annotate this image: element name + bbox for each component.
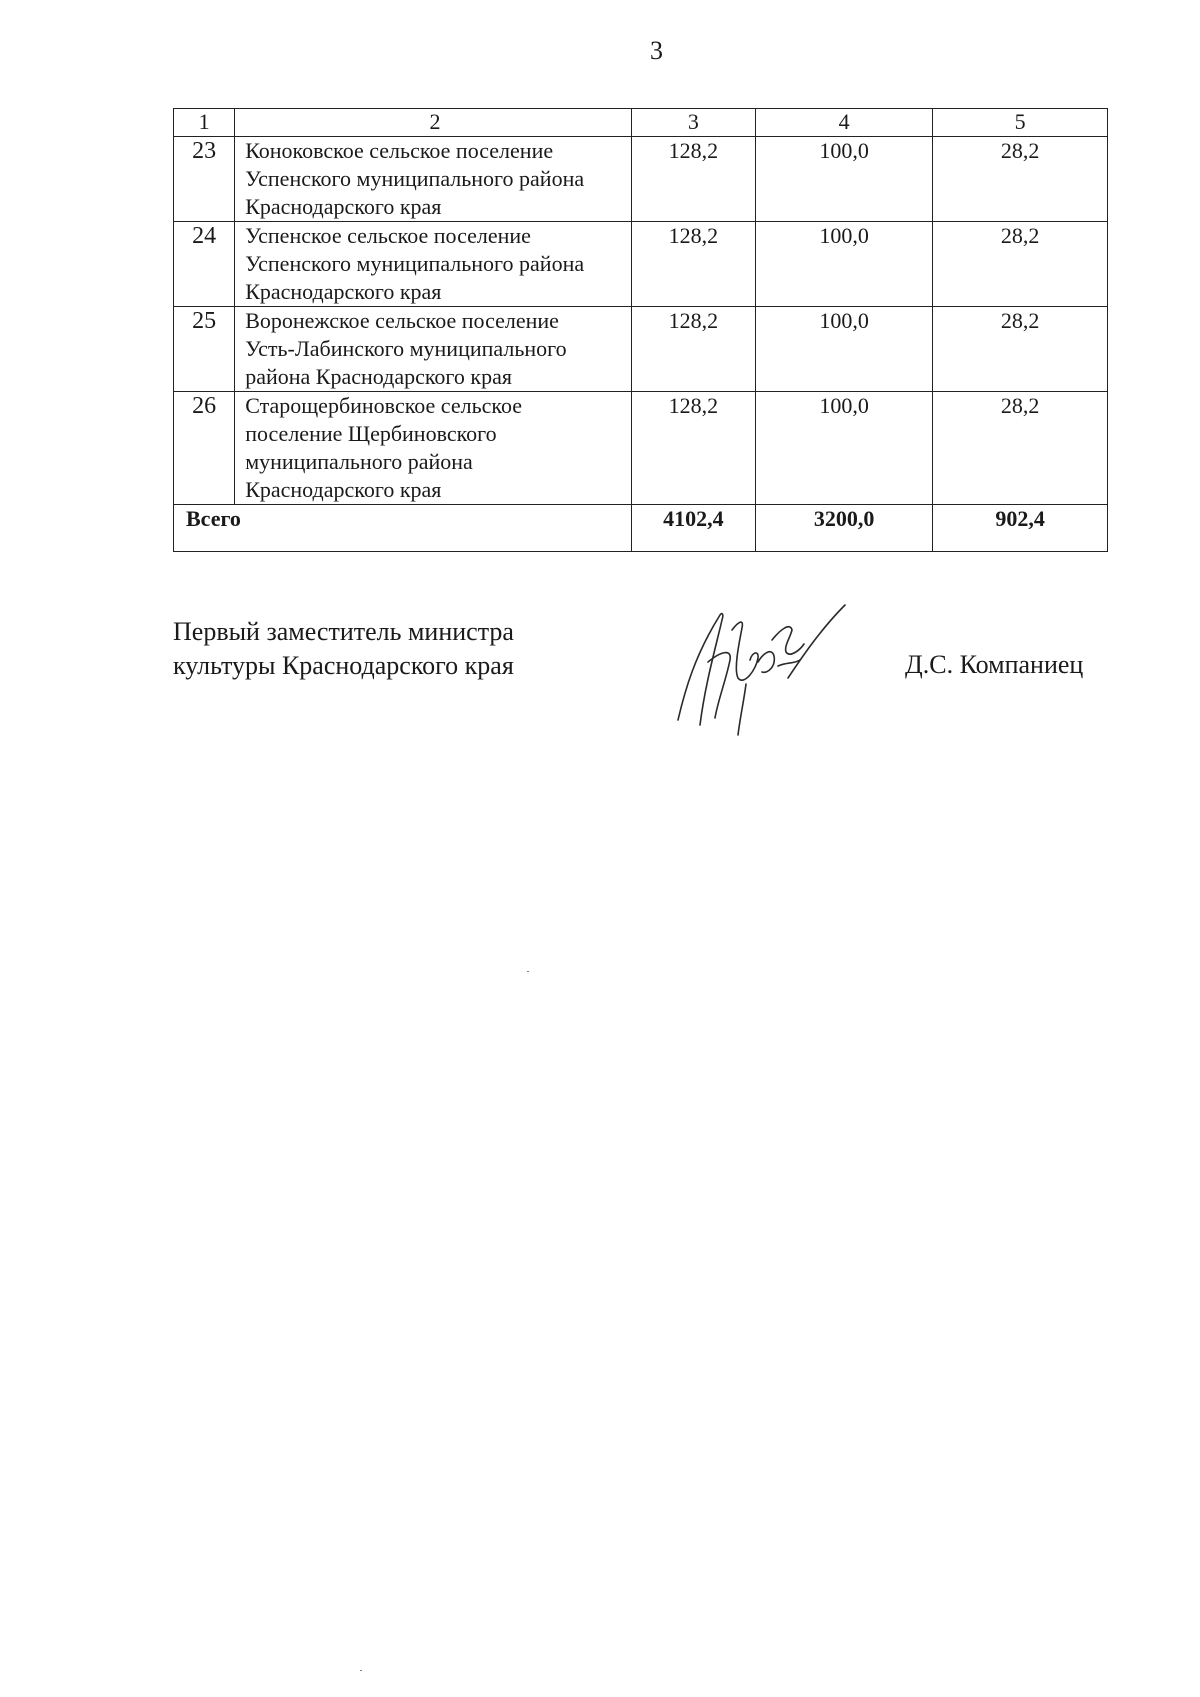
settlement-name: [235, 307, 632, 392]
table-total-row: [174, 505, 1108, 552]
settlement-name-line: муниципального района: [245, 449, 473, 474]
page-number: 3: [650, 36, 663, 65]
value-col-3: 128,2: [631, 392, 755, 505]
table-row: [174, 392, 1108, 505]
settlement-name-line: района Краснодарского края: [245, 364, 512, 389]
row-number: 23: [174, 137, 235, 222]
value-col-4: 100,0: [755, 137, 932, 222]
settlement-name-line: Краснодарского края: [245, 477, 442, 502]
row-number: 24: [174, 222, 235, 307]
total-label: Всего: [174, 505, 632, 552]
settlement-name-line: Коноковское сельское поселение: [245, 138, 554, 163]
value-col-4: 100,0: [755, 307, 932, 392]
settlement-name: [235, 222, 632, 307]
table-header-row: [174, 109, 1108, 137]
allocation-table: [173, 108, 1108, 552]
settlement-name: [235, 137, 632, 222]
total-col-3: 4102,4: [631, 505, 755, 552]
settlement-name-line: Успенского муниципального района: [245, 166, 585, 191]
table-row: [174, 137, 1108, 222]
value-col-4: 100,0: [755, 222, 932, 307]
settlement-name-line: Воронежское сельское поселение: [245, 308, 559, 333]
value-col-5: 28,2: [933, 137, 1108, 222]
settlement-name-line: Староще​рбиновское сельское: [245, 393, 522, 418]
value-col-5: 28,2: [933, 307, 1108, 392]
header-col-1: 1: [174, 109, 235, 137]
signatory-name: Д.С. Компаниец: [905, 650, 1084, 679]
table-row: [174, 222, 1108, 307]
value-col-3: 128,2: [631, 222, 755, 307]
total-col-4: 3200,0: [755, 505, 932, 552]
signatory-position: [173, 615, 514, 683]
settlement-name-line: Успенского муниципального района: [245, 251, 585, 276]
settlement-name-line: Краснодарского края: [245, 194, 442, 219]
total-col-5: 902,4: [933, 505, 1108, 552]
value-col-3: 128,2: [631, 137, 755, 222]
signatory-position-line: культуры Краснодарского края: [173, 651, 514, 680]
row-number: 26: [174, 392, 235, 505]
signatory-position-line: Первый заместитель министра: [173, 617, 514, 646]
row-number: 25: [174, 307, 235, 392]
scan-speck: [360, 1670, 362, 1671]
header-col-3: 3: [631, 109, 755, 137]
value-col-5: 28,2: [933, 222, 1108, 307]
scan-speck: [527, 971, 529, 972]
table-row: [174, 307, 1108, 392]
settlement-name-line: Усть-Лабинского муниципального: [245, 336, 567, 361]
header-col-4: 4: [755, 109, 932, 137]
settlement-name: [235, 392, 632, 505]
settlement-name-line: Успенское сельское поселение: [245, 223, 531, 248]
value-col-4: 100,0: [755, 392, 932, 505]
value-col-3: 128,2: [631, 307, 755, 392]
handwritten-signature-icon: [660, 600, 860, 740]
value-col-5: 28,2: [933, 392, 1108, 505]
settlement-name-line: поселение Щербиновского: [245, 421, 497, 446]
header-col-2: 2: [235, 109, 632, 137]
settlement-name-line: Краснодарского края: [245, 279, 442, 304]
header-col-5: 5: [933, 109, 1108, 137]
